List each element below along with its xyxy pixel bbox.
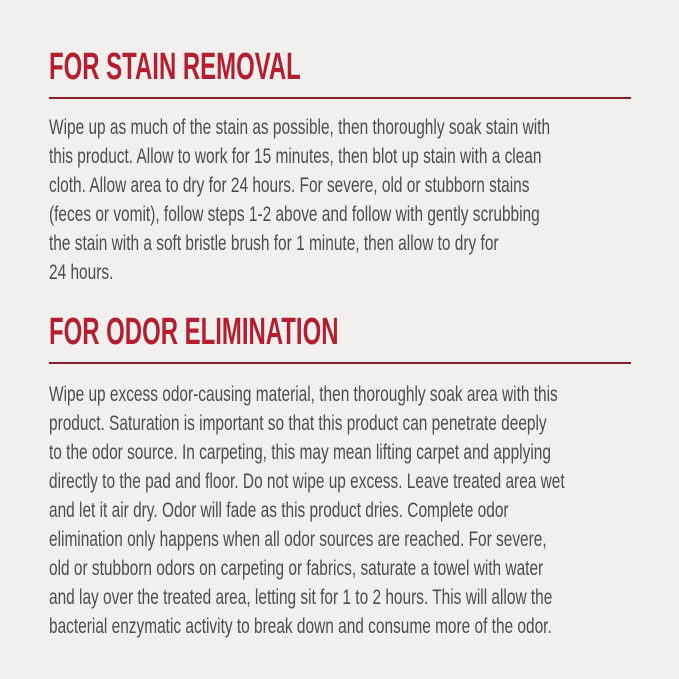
text-line: and lay over the treated area, letting sit for 1 to 2 hours. This will allow the xyxy=(49,586,553,609)
text-line: Wipe up excess odor-causing material, then thoroughly soak area with this xyxy=(49,383,558,406)
text-line: the stain with a soft bristle brush for 1 minute, then allow to dry for xyxy=(49,232,499,255)
odor-elimination-heading: FOR ODOR ELIMINATION xyxy=(49,311,339,353)
text-line: old or stubborn odors on carpeting or fabrics, saturate a towel with water xyxy=(49,557,544,580)
text-line: directly to the pad and floor. Do not wipe up excess. Leave treated area wet xyxy=(49,470,565,493)
divider-rule xyxy=(49,97,631,99)
text-line: product. Saturation is important so that this product can penetrate deeply xyxy=(49,412,547,435)
text-line: Wipe up as much of the stain as possible, then thoroughly soak stain with xyxy=(49,116,551,139)
text-line: (feces or vomit), follow steps 1-2 above and follow with gently scrubbing xyxy=(49,203,540,226)
divider-rule xyxy=(49,362,631,364)
text-line: 24 hours. xyxy=(49,261,114,284)
text-line: this product. Allow to work for 15 minutes, then blot up stain with a clean xyxy=(49,145,542,168)
stain-removal-heading: FOR STAIN REMOVAL xyxy=(49,46,301,88)
odor-elimination-instructions xyxy=(49,380,631,641)
text-line: bacterial enzymatic activity to break down and consume more of the odor. xyxy=(49,615,552,638)
text-line: elimination only happens when all odor sources are reached. For severe, xyxy=(49,528,547,551)
stain-removal-instructions xyxy=(49,113,631,287)
text-line: cloth. Allow area to dry for 24 hours. For severe, old or stubborn stains xyxy=(49,174,530,197)
text-line: and let it air dry. Odor will fade as this product dries. Complete odor xyxy=(49,499,509,522)
text-line: to the odor source. In carpeting, this may mean lifting carpet and applying xyxy=(49,441,551,464)
